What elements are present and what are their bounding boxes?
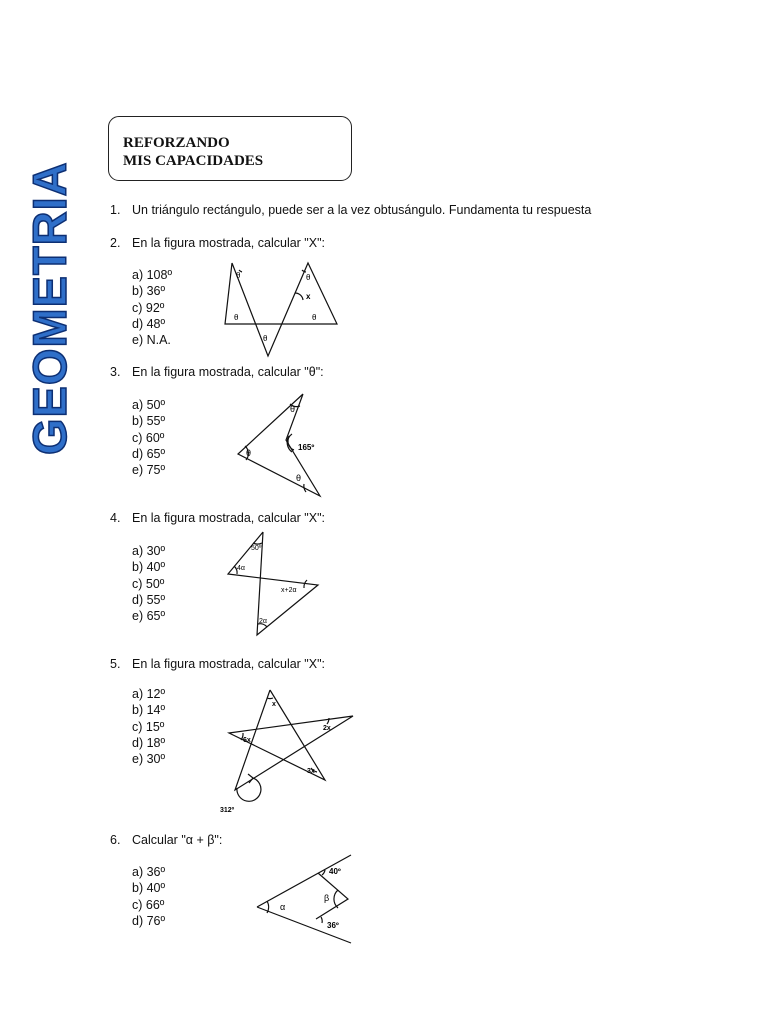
option-b: b) 36º — [132, 284, 166, 299]
option-d: d) 48º — [132, 316, 166, 331]
option-a: a) 108º — [132, 268, 173, 282]
figure-q2-star — [220, 258, 345, 363]
question-number: 2. — [110, 236, 121, 250]
option-d: d) 18º — [132, 735, 166, 750]
figure-label: θ — [263, 334, 268, 343]
header-line-2: MIS CAPACIDADES — [123, 153, 264, 169]
figure-label: 312º — [220, 807, 235, 814]
question-number: 5. — [110, 657, 121, 671]
option-e: e) 75º — [132, 463, 166, 478]
figure-label: θ — [236, 271, 241, 280]
question-2 — [110, 236, 325, 250]
figure-q4-zigzag — [225, 528, 325, 638]
option-c: c) 66º — [132, 897, 165, 912]
figure-label: 6x — [243, 737, 251, 744]
figure-label: 165º — [298, 443, 315, 452]
figure-label: 3x — [307, 768, 315, 775]
question-4 — [110, 511, 325, 525]
question-number: 3. — [110, 365, 121, 379]
option-a: a) 36º — [132, 865, 166, 879]
question-text: En la figura mostrada, calcular "X": — [132, 511, 325, 525]
header-line-1: REFORZANDO — [123, 135, 230, 151]
options-q4 — [132, 543, 165, 624]
figure-label: θ — [312, 313, 317, 322]
option-a: a) 50º — [132, 398, 166, 412]
question-text: En la figura mostrada, calcular "θ": — [132, 365, 324, 379]
question-number: 1. — [110, 203, 121, 217]
figure-label: θ — [246, 448, 252, 458]
figure-label: x — [272, 701, 276, 708]
option-c: c) 92º — [132, 300, 165, 315]
options-q5 — [132, 686, 165, 767]
options-q2 — [132, 267, 172, 348]
option-d: d) 55º — [132, 592, 166, 607]
question-number: 4. — [110, 511, 121, 525]
figure-label: 40º — [329, 867, 341, 876]
figure-label: θ — [234, 313, 239, 322]
question-number: 6. — [110, 833, 121, 847]
question-text: En la figura mostrada, calcular "X": — [132, 236, 325, 250]
question-text: En la figura mostrada, calcular "X": — [132, 657, 325, 671]
option-b: b) 40º — [132, 881, 166, 896]
figure-q3-concave — [230, 390, 340, 500]
figure-label: 36º — [327, 921, 339, 930]
question-6 — [110, 833, 222, 847]
option-e: e) N.A. — [132, 333, 171, 348]
header-box — [108, 116, 352, 181]
question-1 — [110, 203, 591, 217]
option-c: c) 50º — [132, 576, 165, 591]
option-a: a) 12º — [132, 687, 166, 701]
option-d: d) 76º — [132, 913, 166, 928]
side-title: GEOMETRIA — [23, 161, 76, 455]
figure-label: 2x — [323, 725, 331, 732]
question-text: Un triángulo rectángulo, puede ser a la vez obtusángulo. Fundamenta tu respuesta — [132, 203, 592, 217]
option-c: c) 15º — [132, 719, 165, 734]
figure-q5-star — [215, 688, 355, 818]
option-a: a) 30º — [132, 544, 166, 558]
option-b: b) 55º — [132, 414, 166, 429]
options-q6 — [132, 864, 165, 929]
figure-label: x — [306, 292, 311, 301]
option-e: e) 65º — [132, 609, 166, 624]
option-e: e) 30º — [132, 752, 166, 767]
figure-q6-angles — [252, 850, 357, 946]
question-5 — [110, 657, 325, 671]
figure-label: θ — [290, 404, 296, 414]
figure-label: 2α — [259, 618, 267, 625]
figure-label: 50º — [251, 545, 262, 552]
figure-label: x+2α — [281, 587, 297, 594]
option-c: c) 60º — [132, 430, 165, 445]
option-b: b) 14º — [132, 703, 166, 718]
figure-label: θ — [306, 273, 311, 282]
figure-label: α — [280, 902, 286, 912]
question-text: Calcular "α + β": — [132, 833, 223, 847]
question-3 — [110, 365, 324, 379]
options-q3 — [132, 397, 165, 478]
figure-label: 4α — [237, 565, 245, 572]
figure-label: β — [324, 893, 330, 903]
figure-label: θ — [296, 473, 302, 483]
option-d: d) 65º — [132, 446, 166, 461]
option-b: b) 40º — [132, 560, 166, 575]
